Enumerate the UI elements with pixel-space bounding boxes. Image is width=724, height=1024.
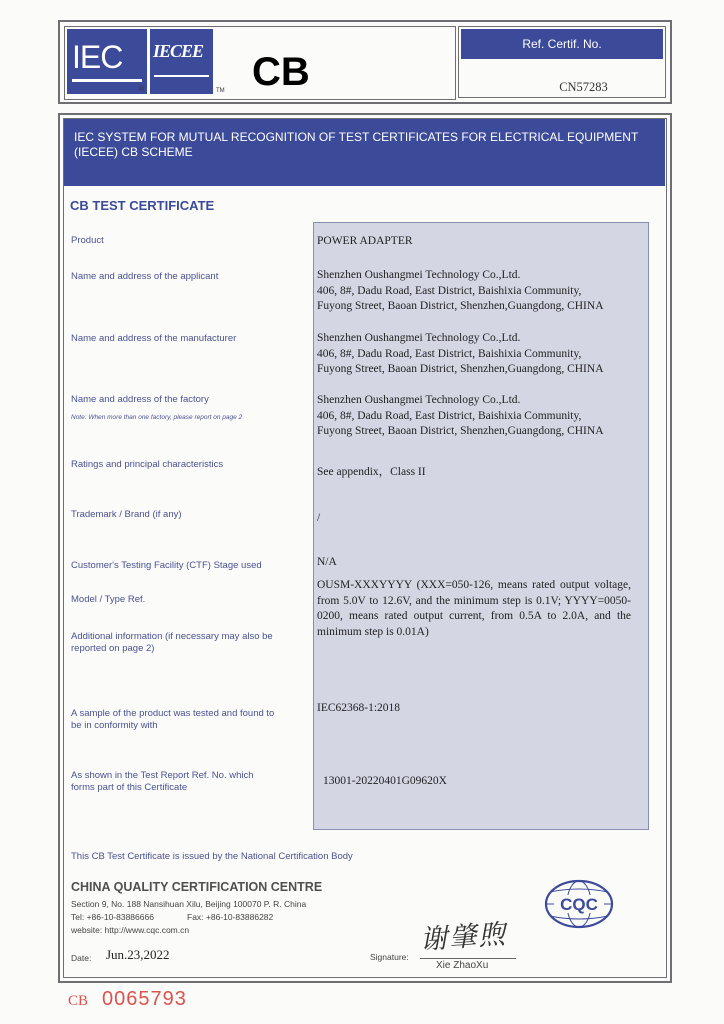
cqc-logo-text: CQC	[560, 895, 598, 914]
model-value: OUSM-XXXYYYY (XXX=050-126, means rated output voltage, from 5.0V to 12.6V, and the minimum step is 0.1V; YYYY=0050-0200, means rated output current, from 0.5A to 2.0A, and the minimum step is 0.01A)	[317, 579, 631, 638]
factory-label: Name and address of the factory	[71, 394, 209, 405]
product-value: POWER ADAPTER	[317, 235, 413, 247]
ref-number: CN57283	[559, 80, 608, 94]
date-label: Date:	[71, 953, 92, 963]
model-label: Model / Type Ref.	[71, 594, 146, 605]
sample-value: IEC62368-1:2018	[317, 702, 401, 714]
certification-body-name: CHINA QUALITY CERTIFICATION CENTRE	[71, 880, 323, 894]
ratings-label: Ratings and principal characteristics	[71, 459, 224, 470]
signature-line	[420, 958, 516, 959]
iec-logo	[67, 29, 147, 94]
certificate-title: CB TEST CERTIFICATE	[70, 198, 215, 213]
body-website: website: http://www.cqc.com.cn	[71, 925, 190, 935]
date-value: Jun.23,2022	[106, 947, 170, 962]
body-tel: Tel: +86-10-83886666	[71, 912, 154, 922]
trademark-value: /	[317, 512, 321, 524]
handwritten-signature: 谢肇煦	[419, 918, 509, 956]
ref-label: Ref. Certif. No.	[522, 37, 602, 51]
factory-note: Note: When more than one factory, please report on page 2	[71, 414, 243, 421]
report-label: As shown in the Test Report Ref. No. which forms part of this Certificate	[71, 770, 254, 793]
ctf-value: N/A	[317, 556, 337, 568]
iecee-logo-bar	[154, 75, 209, 77]
applicant-value: Shenzhen Oushangmei Technology Co.,Ltd. 406, 8#, Dadu Road, East District, Baishixia Community, Fuyong Street, Baoan District, Shenzhen,Guangdong, CHINA	[317, 269, 604, 312]
serial-number: 0065793	[102, 988, 187, 1010]
product-label: Product	[71, 235, 104, 246]
scheme-title: IEC SYSTEM FOR MUTUAL RECOGNITION OF TEST CERTIFICATES FOR ELECTRICAL EQUIPMENT (IECEE) CB SCHEME	[74, 130, 639, 159]
signature-label: Signature:	[370, 952, 409, 962]
serial-prefix: CB	[68, 993, 89, 1009]
ctf-label: Customer's Testing Facility (CTF) Stage used	[71, 560, 262, 571]
factory-value: Shenzhen Oushangmei Technology Co.,Ltd. 406, 8#, Dadu Road, East District, Baishixia Community, Fuyong Street, Baoan District, Shenzhen,Guangdong, CHINA	[317, 394, 604, 437]
ratings-value: See appendix，Class II	[317, 466, 426, 478]
additional-label: Additional information (if necessary may also be reported on page 2)	[71, 631, 273, 654]
cb-mark: CB	[252, 50, 310, 94]
report-value: 13001-20220401G09620X	[323, 775, 447, 787]
iecee-logo-text: IECEE	[153, 41, 204, 61]
ref-label-band	[461, 29, 663, 59]
iec-logo-text: IEC	[72, 39, 123, 75]
iecee-logo	[150, 29, 213, 94]
sample-label: A sample of the product was tested and found to be in conformity with	[71, 708, 275, 731]
iec-logo-bar	[72, 79, 142, 82]
applicant-label: Name and address of the applicant	[71, 271, 219, 282]
body-fax: Fax: +86-10-83886282	[187, 912, 274, 922]
manufacturer-label: Name and address of the manufacturer	[71, 333, 237, 344]
cqc-logo	[544, 878, 614, 930]
trademark-label: Trademark / Brand (if any)	[71, 509, 182, 520]
iecee-mark: TM	[216, 88, 225, 94]
body-address: Section 9, No. 188 Nansihuan Xilu, Beijing 100070 P. R. China	[71, 899, 307, 909]
issued-by-text: This CB Test Certificate is issued by the National Certification Body	[71, 851, 353, 862]
manufacturer-value: Shenzhen Oushangmei Technology Co.,Ltd. 406, 8#, Dadu Road, East District, Baishixia Community, Fuyong Street, Baoan District, Shenzhen,Guangdong, CHINA	[317, 332, 604, 375]
signature-name: Xie ZhaoXu	[436, 960, 489, 971]
iec-mark: ®	[139, 86, 145, 93]
scheme-title-band	[64, 119, 665, 186]
